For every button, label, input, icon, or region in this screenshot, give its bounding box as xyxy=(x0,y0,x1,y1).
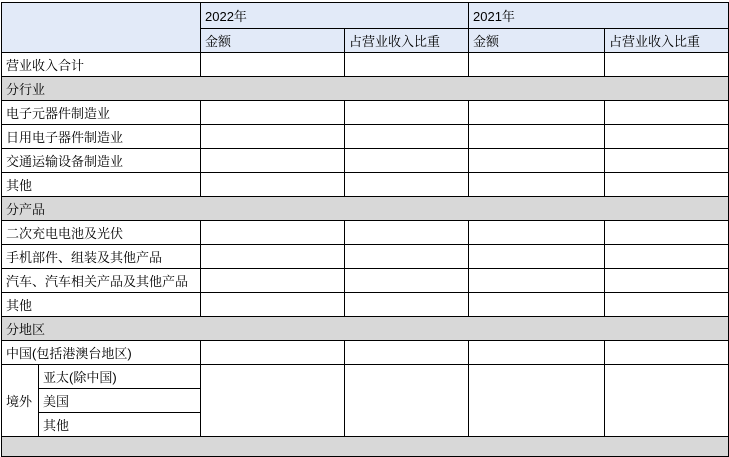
row-label: 电子元器件制造业 xyxy=(2,101,201,125)
row-label: 中国(包括港澳台地区) xyxy=(2,341,201,365)
overseas-group-label: 境外 xyxy=(2,365,39,437)
table-row xyxy=(2,149,729,173)
data-cell xyxy=(469,173,605,197)
data-cell xyxy=(469,101,605,125)
year-header-row xyxy=(2,3,729,29)
corner-cell xyxy=(2,3,201,53)
data-cell xyxy=(345,293,469,317)
table-row xyxy=(2,245,729,269)
row-label-total: 营业收入合计 xyxy=(2,53,201,77)
data-cell xyxy=(469,341,605,365)
data-cell xyxy=(201,149,345,173)
row-label: 交通运输设备制造业 xyxy=(2,149,201,173)
data-cell xyxy=(605,341,729,365)
data-cell xyxy=(345,365,469,437)
table-row-overseas xyxy=(2,365,729,389)
data-cell xyxy=(469,53,605,77)
table-row xyxy=(2,269,729,293)
section-header-label: 分产品 xyxy=(2,197,729,221)
data-cell xyxy=(469,269,605,293)
overseas-sub-label: 亚太(除中国) xyxy=(39,365,201,389)
data-cell xyxy=(345,245,469,269)
data-cell xyxy=(201,293,345,317)
data-cell xyxy=(605,245,729,269)
data-cell xyxy=(605,53,729,77)
data-cell xyxy=(345,221,469,245)
year-header-2021: 2021年 xyxy=(469,3,729,29)
data-cell xyxy=(605,293,729,317)
col-header-amount-2022: 金额 xyxy=(201,29,345,53)
data-cell xyxy=(469,365,605,437)
data-cell xyxy=(345,341,469,365)
overseas-sub-label: 美国 xyxy=(39,389,201,413)
data-cell xyxy=(605,149,729,173)
table-row-china xyxy=(2,341,729,365)
data-cell xyxy=(201,53,345,77)
table-row xyxy=(2,173,729,197)
row-label: 日用电子器件制造业 xyxy=(2,125,201,149)
data-cell xyxy=(201,173,345,197)
row-label: 二次充电电池及光伏 xyxy=(2,221,201,245)
row-label: 其他 xyxy=(2,173,201,197)
data-cell xyxy=(469,221,605,245)
data-cell xyxy=(201,101,345,125)
table-row xyxy=(2,221,729,245)
data-cell xyxy=(605,269,729,293)
data-cell xyxy=(345,101,469,125)
data-cell xyxy=(345,125,469,149)
partial-section-cell xyxy=(2,437,729,457)
data-cell xyxy=(201,221,345,245)
data-cell xyxy=(605,365,729,437)
data-cell xyxy=(201,245,345,269)
data-cell xyxy=(469,149,605,173)
row-label: 汽车、汽车相关产品及其他产品 xyxy=(2,269,201,293)
data-cell xyxy=(201,341,345,365)
section-header-region xyxy=(2,317,729,341)
section-header-product xyxy=(2,197,729,221)
data-cell xyxy=(201,269,345,293)
data-cell xyxy=(201,365,345,437)
row-label: 手机部件、组装及其他产品 xyxy=(2,245,201,269)
row-label: 其他 xyxy=(2,293,201,317)
data-cell xyxy=(469,293,605,317)
data-cell xyxy=(469,245,605,269)
partial-section-row xyxy=(2,437,729,457)
overseas-sub-label: 其他 xyxy=(39,413,201,437)
section-header-label: 分行业 xyxy=(2,77,729,101)
data-cell xyxy=(345,149,469,173)
data-cell xyxy=(605,101,729,125)
col-header-ratio-2021: 占营业收入比重 xyxy=(605,29,729,53)
section-header-industry xyxy=(2,77,729,101)
data-cell xyxy=(345,173,469,197)
col-header-ratio-2022: 占营业收入比重 xyxy=(345,29,469,53)
table-row xyxy=(2,125,729,149)
col-header-amount-2021: 金额 xyxy=(469,29,605,53)
section-header-label: 分地区 xyxy=(2,317,729,341)
data-cell xyxy=(345,269,469,293)
year-header-2022: 2022年 xyxy=(201,3,469,29)
table-row-total xyxy=(2,53,729,77)
table-row xyxy=(2,101,729,125)
revenue-breakdown-table xyxy=(1,2,729,457)
data-cell xyxy=(345,53,469,77)
data-cell xyxy=(605,221,729,245)
table-row xyxy=(2,293,729,317)
data-cell xyxy=(201,125,345,149)
data-cell xyxy=(605,173,729,197)
data-cell xyxy=(469,125,605,149)
data-cell xyxy=(605,125,729,149)
